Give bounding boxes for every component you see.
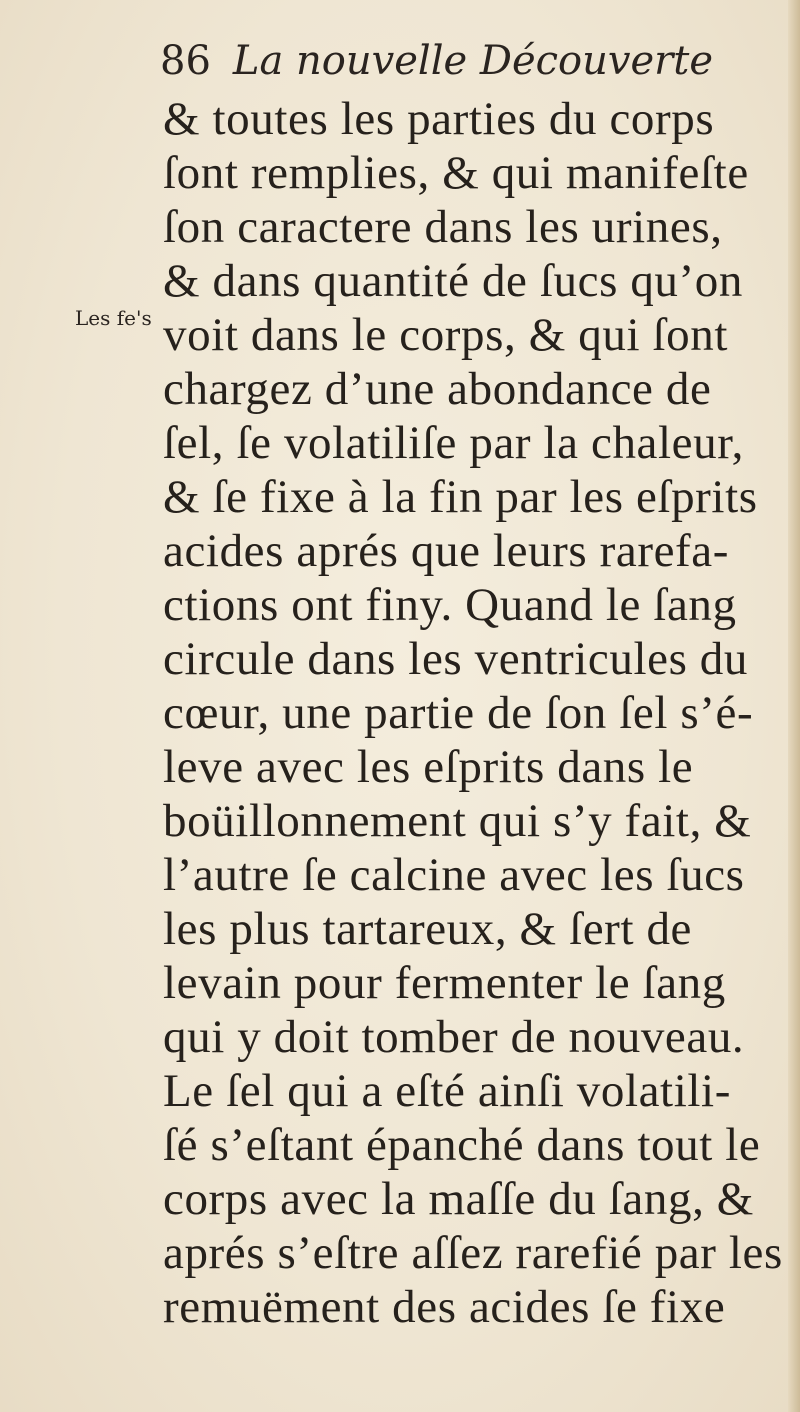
text-line: & ſe fixe à la fin par les eſprits: [163, 471, 758, 523]
margin-note: Les fe's: [75, 306, 152, 330]
text-line: qui y doit tomber de nouveau.: [163, 1011, 745, 1063]
text-line: ſel, ſe volatiliſe par la chaleur,: [163, 417, 744, 469]
text-line: & dans quantité de ſucs qu’on: [163, 255, 743, 307]
text-line: ſont remplies, & qui manifeſte: [163, 147, 749, 199]
text-line: ſé s’eſtant épanché dans tout le: [163, 1119, 761, 1171]
text-line: corps avec la maſſe du ſang, &: [163, 1173, 754, 1225]
text-line: voit dans le corps, & qui ſont: [163, 309, 728, 361]
text-line: leve avec les eſprits dans le: [163, 741, 694, 793]
running-title: La nouvelle Découverte: [232, 38, 714, 84]
text-line: cœur, une partie de ſon ſel s’é-: [163, 687, 754, 739]
text-line: remuëment des acides ſe fixe: [163, 1281, 726, 1333]
text-line: aprés s’eſtre aſſez rarefié par les: [163, 1227, 783, 1279]
text-line: boüillonnement qui s’y fait, &: [163, 795, 752, 847]
text-line: ſon caractere dans les urines,: [163, 201, 723, 253]
text-line: circule dans les ventricules du: [163, 633, 749, 685]
text-line: Le ſel qui a eſté ainſi volatili-: [163, 1065, 731, 1117]
running-header: [160, 38, 713, 84]
text-line: ctions ont finy. Quand le ſang: [163, 579, 737, 631]
page-gutter: [788, 0, 800, 1412]
text-line: & toutes les parties du corps: [163, 93, 715, 145]
text-line: acides aprés que leurs rarefa-: [163, 525, 730, 577]
text-line: chargez d’une abondance de: [163, 363, 712, 415]
page-number: 86: [160, 38, 211, 84]
text-line: l’autre ſe calcine avec les ſucs: [163, 849, 745, 901]
body-text: [163, 92, 783, 1334]
text-line: levain pour fermenter le ſang: [163, 957, 726, 1009]
text-line: les plus tartareux, & ſert de: [163, 903, 693, 955]
